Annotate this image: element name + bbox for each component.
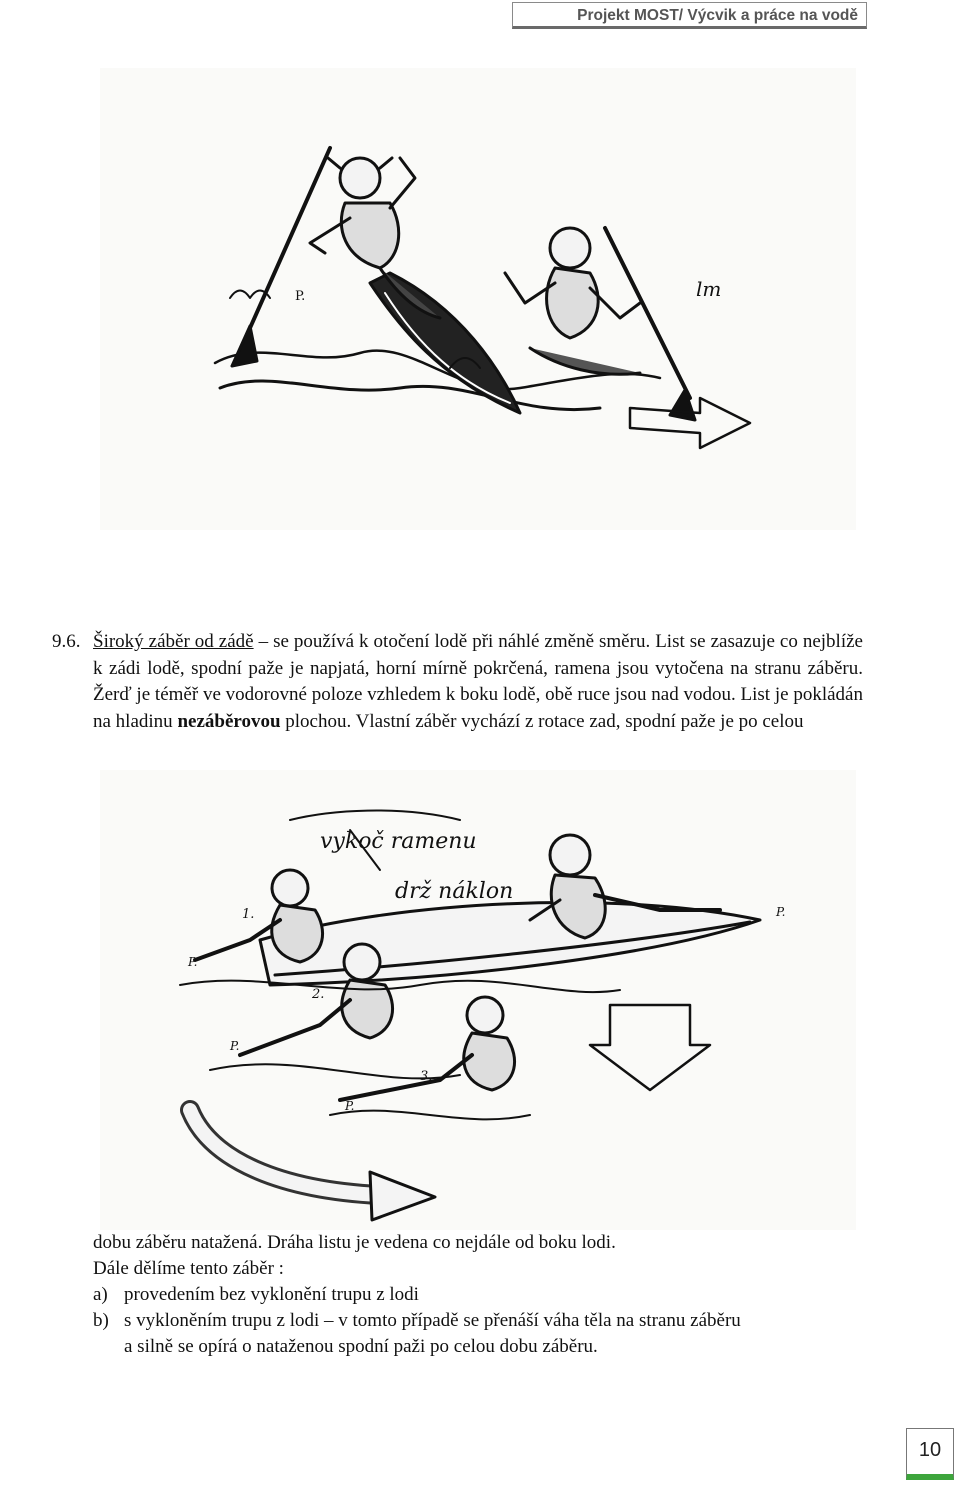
label-n1: 1.	[242, 907, 255, 922]
illustration-svg-2	[100, 770, 856, 1230]
header-title: Projekt MOST/ Výcvik a práce na vodě	[577, 7, 858, 24]
illustration-svg-1	[100, 68, 856, 530]
annotation-signature: lm	[696, 277, 722, 301]
section-paragraph	[93, 629, 863, 735]
label-p4: P.	[776, 905, 786, 919]
list-item-b-line1: s vykloněním trupu z lodi – v tomto případě se přenáší váha těla na stranu záběru	[124, 1310, 741, 1331]
section-text-bold: nezáběrovou	[177, 710, 281, 732]
caption-top1: vykoč ramenu	[320, 829, 477, 854]
list-item-a-text: provedením bez vyklonění trupu z lodi	[124, 1284, 419, 1305]
list-item-a-marker: a)	[93, 1284, 108, 1305]
label-p1: P.	[188, 955, 198, 969]
label-p2: P.	[230, 1039, 240, 1053]
intro-line: Dále dělíme tento záběr :	[93, 1258, 284, 1279]
page-header	[512, 2, 867, 29]
illustration-stroke-sequence	[100, 770, 856, 1230]
label-n3: 3.	[420, 1069, 433, 1084]
section-text-part1: – se používá k otočení lodě při náhlé změně směru. List se zasazuje co nejblíže k zádi lodě, spodní paže je napjatá, horní mírně pokrčená, ramena jsou vytočena na stranu záběru. Žerď je téměř ve vodorovné poloze vzhledem k boku lodě, obě ruce jsou nad vodou. List je pokládán na hladinu	[93, 631, 863, 732]
continuation-line: dobu záběru natažená. Dráha listu je vedena co nejdále od boku lodi.	[93, 1232, 616, 1253]
page-number: 10	[918, 1439, 942, 1461]
label-p3: P.	[345, 1099, 355, 1113]
caption-top2: drž náklon	[395, 879, 514, 904]
section-number: 9.6.	[52, 631, 81, 652]
illustration-canoe-paddlers	[100, 68, 856, 530]
list-item-b-marker: b)	[93, 1310, 109, 1331]
label-n2: 2.	[312, 987, 325, 1002]
page-number-box	[906, 1428, 954, 1480]
list-item-b-line2: a silně se opírá o nataženou spodní paži po celou dobu záběru.	[124, 1336, 598, 1357]
section-text-part2: plochou. Vlastní záběr vychází z rotace zad, spodní paže je po celou	[280, 710, 804, 732]
section-term: Široký záběr od zádě	[93, 631, 254, 652]
annotation-p-label: P.	[295, 289, 306, 304]
